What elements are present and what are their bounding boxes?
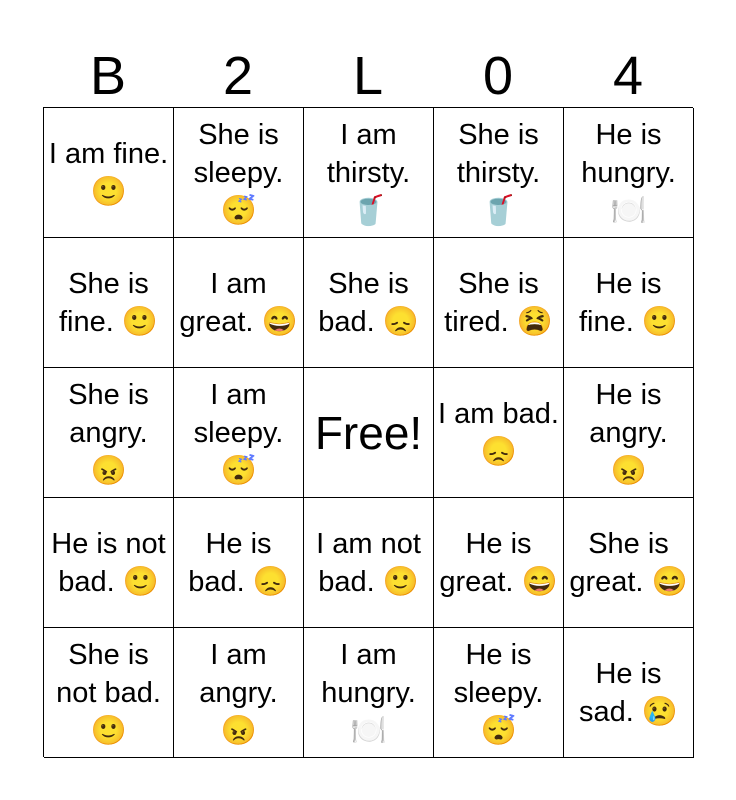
header-letter-4: 0 <box>482 46 514 106</box>
free-space-cell[interactable]: Free! <box>304 368 434 498</box>
bingo-cell[interactable]: He is not bad. 🙂 <box>44 498 174 628</box>
bingo-cell[interactable]: She is angry. 😠 <box>44 368 174 498</box>
bingo-cell[interactable]: He is hungry. 🍽️ <box>564 108 694 238</box>
bingo-cell[interactable]: I am not bad. 🙂 <box>304 498 434 628</box>
bingo-cell[interactable]: He is great. 😄 <box>434 498 564 628</box>
bingo-cell[interactable]: I am thirsty. 🥤 <box>304 108 434 238</box>
header-letter-3: L <box>352 46 384 106</box>
bingo-cell[interactable]: He is angry. 😠 <box>564 368 694 498</box>
bingo-cell[interactable]: She is thirsty. 🥤 <box>434 108 564 238</box>
bingo-cell[interactable]: She is tired. 😫 <box>434 238 564 368</box>
bingo-cell[interactable]: He is sleepy. 😴 <box>434 628 564 758</box>
bingo-cell[interactable]: She is fine. 🙂 <box>44 238 174 368</box>
bingo-cell[interactable]: I am hungry. 🍽️ <box>304 628 434 758</box>
header-letter-1: B <box>89 46 127 106</box>
bingo-grid <box>43 107 693 757</box>
bingo-cell[interactable]: I am bad. 😞 <box>434 368 564 498</box>
bingo-cell[interactable]: I am great. 😄 <box>174 238 304 368</box>
bingo-cell[interactable]: I am angry. 😠 <box>174 628 304 758</box>
bingo-cell[interactable]: He is fine. 🙂 <box>564 238 694 368</box>
header-letter-2: 2 <box>222 46 254 106</box>
bingo-cell[interactable]: She is sleepy. 😴 <box>174 108 304 238</box>
bingo-cell[interactable]: He is bad. 😞 <box>174 498 304 628</box>
bingo-header <box>43 46 693 106</box>
header-letter-5: 4 <box>612 46 644 106</box>
bingo-cell[interactable]: He is sad. 😢 <box>564 628 694 758</box>
bingo-cell[interactable]: I am fine. 🙂 <box>44 108 174 238</box>
bingo-cell[interactable]: She is not bad. 🙂 <box>44 628 174 758</box>
bingo-cell[interactable]: I am sleepy. 😴 <box>174 368 304 498</box>
bingo-cell[interactable]: She is great. 😄 <box>564 498 694 628</box>
bingo-cell[interactable]: She is bad. 😞 <box>304 238 434 368</box>
